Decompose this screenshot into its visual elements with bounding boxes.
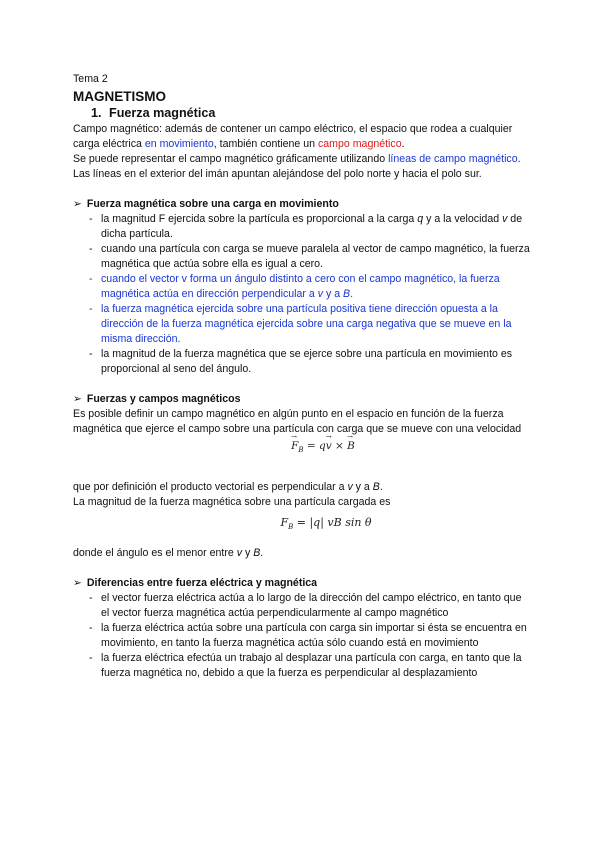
section-heading-fuerza-magnetica xyxy=(73,105,531,122)
cross-operator: × xyxy=(331,440,348,452)
symbol-v: v xyxy=(236,547,243,560)
highlight-campo-magnetico: campo magnético xyxy=(317,138,402,150)
symbol-b: B xyxy=(372,481,380,494)
symbol-b: B → xyxy=(347,439,355,454)
list-item: - la fuerza magnética ejercida sobre una partícula positiva tiene dirección opuesta a la dirección de la fuerza magnética ejercida sobre una carga negativa que se mueve en la misma dirección. xyxy=(73,302,531,347)
formula-magnitude xyxy=(73,515,531,535)
subheading-text: Diferencias entre fuerza eléctrica y magnética xyxy=(86,577,318,590)
text-run: y a xyxy=(323,288,344,300)
text-run: de dicha partícula. xyxy=(101,213,523,240)
bullet-list-carga xyxy=(73,212,531,377)
formula-text: = q xyxy=(303,440,326,452)
list-item: - la magnitud de la fuerza magnética que se ejerce sobre una partícula en movimiento es proporcional al seno del ángulo. xyxy=(73,347,531,377)
text-run: . xyxy=(350,288,354,300)
text-run: . xyxy=(401,138,405,150)
text-run: Se puede representar el campo magnético gráficamente utilizando xyxy=(73,153,389,165)
arrow-bullet-icon: ➢ xyxy=(73,198,82,210)
highlight-en-movimiento: en movimiento xyxy=(144,138,214,150)
text-run: y a la velocidad xyxy=(423,213,503,225)
subheading-fuerzas-y-campos xyxy=(73,392,531,407)
list-item: - la fuerza eléctrica actúa sobre una partícula con carga sin importar si ésta se encuentra en movimiento, en tanto la fuerza magnética actúa sólo cuando está en movimiento xyxy=(73,621,531,651)
list-item xyxy=(73,272,531,302)
text-run: y a xyxy=(352,481,373,494)
symbol-q: q xyxy=(417,213,424,225)
list-item xyxy=(73,212,531,242)
paragraph-definicion: Es posible definir un campo magnético en algún punto en el espacio en función de la fuerza magnética que ejerce el campo sobre una partícula con carga que se mueve con una velocidad xyxy=(73,408,522,435)
subscript-b: B xyxy=(288,523,294,532)
text-run: y xyxy=(242,547,254,560)
paragraph-angulo xyxy=(73,546,531,561)
symbol-v: v xyxy=(317,288,324,300)
text-run: . Las líneas en el exterior del imán apuntan alejándose del polo norte y hacia el polo sur. xyxy=(73,153,521,180)
symbol-b: B xyxy=(253,547,261,560)
formula-text: = |q| vB sin θ xyxy=(293,516,372,530)
formula-lorentz-vector xyxy=(73,439,531,458)
symbol-v: v → xyxy=(326,439,332,454)
text-run: Campo magnético: además de contener un campo eléctrico, el espacio que rodea a cualquier carga eléctrica xyxy=(73,123,513,150)
arrow-bullet-icon: ➢ xyxy=(73,577,82,590)
text-run: . xyxy=(260,547,264,560)
topic-label: Tema 2 xyxy=(73,73,108,85)
text-run: . xyxy=(379,481,383,494)
text-run: , también contiene un xyxy=(213,138,318,150)
section-number: 1. xyxy=(91,106,102,120)
symbol-v: v xyxy=(347,481,353,494)
list-item: - el vector fuerza eléctrica actúa a lo largo de la dirección del campo eléctrico, en tanto que el vector fuerza magnética actúa perpendicularmente al campo magnético xyxy=(73,591,531,621)
symbol-v: v xyxy=(502,213,508,225)
document-title: MAGNETISMO xyxy=(73,89,166,104)
document-content xyxy=(73,72,531,681)
representation-paragraph xyxy=(73,152,531,182)
intro-paragraph xyxy=(73,122,531,152)
subheading-text: Fuerzas y campos magnéticos xyxy=(86,393,241,405)
list-item: - cuando una partícula con carga se mueve paralela al vector de campo magnético, la fuerza magnética que actúa sobre ella es igual a cero. xyxy=(73,242,531,272)
paragraph-magnitud: La magnitud de la fuerza magnética sobre una partícula cargada es xyxy=(73,496,391,509)
bullet-list-diferencias xyxy=(73,591,531,681)
list-item: - la fuerza eléctrica efectúa un trabajo al desplazar una partícula con carga, en tanto que la fuerza magnética no, debido a que la fuerza es perpendicular al desplazamiento xyxy=(73,651,531,681)
text-run: que por definición el producto vectorial es perpendicular a xyxy=(73,481,348,494)
symbol-f: F xyxy=(280,516,289,530)
subheading-text: Fuerza magnética sobre una carga en movimiento xyxy=(86,198,339,210)
highlight-lineas-de-campo: líneas de campo magnético xyxy=(388,153,518,165)
symbol-b: B xyxy=(343,288,351,300)
symbol-f: F → xyxy=(291,439,298,454)
text-run: donde el ángulo es el menor entre xyxy=(73,547,237,560)
text-run: cuando el vector v forma un ángulo distinto a cero con el campo magnético, la fuerza magnética actúa en dirección perpendicular a xyxy=(101,273,500,300)
paragraph-perpendicular xyxy=(73,480,531,495)
subscript-b: B xyxy=(298,446,304,455)
subheading-diferencias xyxy=(73,576,531,591)
section-heading-text: Fuerza magnética xyxy=(109,106,216,120)
text-run: la magnitud F ejercida sobre la partícula es proporcional a la carga xyxy=(101,213,418,225)
arrow-bullet-icon: ➢ xyxy=(73,393,82,405)
subheading-carga-en-movimiento xyxy=(73,197,531,212)
